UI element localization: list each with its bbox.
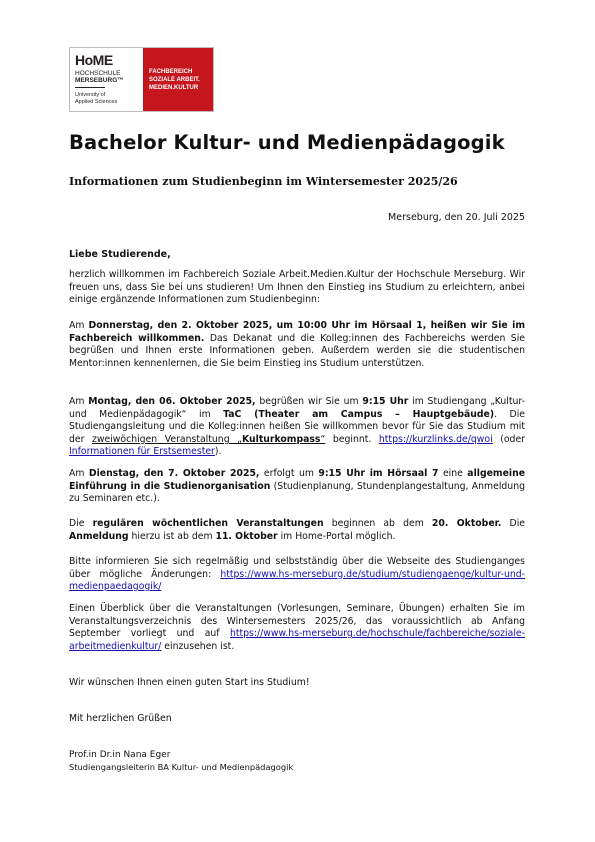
p1-text-1: Am: [69, 320, 89, 331]
p2-underline-1: zweiwöchigen Veranstaltung „: [92, 433, 242, 445]
p2-bold-location: TaC (Theater am Campus – Hauptgebäude): [223, 408, 495, 420]
p4-bold-3: Anmeldung: [69, 530, 129, 542]
p2-text-6: (oder: [492, 433, 525, 445]
p6-text-1: Einen Überblick über die Veranstaltungen (Vorlesungen, Seminare, Übungen) erhalten Sie im Veranstaltungsverzeichnis des Wintersemesters 2025/26, das voraussichtlich ab Anfang September vorliegt und auf: [69, 603, 525, 640]
p2-bold-kulturkompass: Kulturkompass: [241, 433, 321, 445]
p2-bold-date: Montag, den 06. Oktober 2025,: [88, 396, 256, 407]
p4-text-1: Die: [69, 518, 93, 529]
logo-white-panel: [70, 48, 143, 111]
logo-brand: HoME: [75, 52, 113, 68]
p3-text-1: Am: [69, 468, 89, 479]
p4-bold-4: 11. Oktober: [215, 530, 278, 542]
signature-name: Prof.in Dr.in Nana Eger: [69, 750, 171, 760]
p4-bold-2: 20. Oktober.: [431, 518, 502, 529]
p3-text-4: (Studienplanung, Stundenplangestaltung, Anmeldung zu Seminaren etc.).: [69, 480, 525, 505]
p4-text-4: hierzu ist ab dem: [128, 530, 216, 542]
logo-faculty-line3: MEDIEN.KULTUR: [149, 85, 199, 91]
p6-text-2: einzusehen ist.: [161, 640, 235, 652]
p3-text-3: eine: [438, 468, 468, 479]
fachbereich-website-link[interactable]: https://www.hs-merseburg.de/hochschule/fachbereiche/soziale-arbeitmedienkultur/: [69, 628, 525, 652]
kurzlink[interactable]: https://kurzlinks.de/qwoi: [378, 433, 493, 445]
date-line: Merseburg, den 20. Juli 2025: [388, 212, 525, 223]
document-title: Bachelor Kultur- und Medienpädagogik: [69, 131, 505, 154]
logo-univ-line2: Applied Sciences: [75, 99, 118, 105]
kulturkompass-underlined: [92, 434, 325, 445]
p2-text-5: beginnt.: [325, 433, 379, 445]
welcome-paragraph: [69, 320, 525, 370]
p5-text: Bitte informieren Sie sich regelmäßig und selbstständig über die Webseite des Studienganges über mögliche Änderungen:: [69, 556, 525, 580]
p2-bold-time: 9:15 Uhr: [362, 396, 409, 407]
p4-text-2: beginnen ab dem: [323, 518, 432, 529]
regards: Mit herzlichen Grüßen: [69, 713, 172, 724]
p2-text-4: . Die Studiengangsleitung und die Kolleg:innen heißen Sie willkommen bevor für Sie das Studium mit der: [69, 408, 526, 445]
erstsemester-info-link[interactable]: Informationen für Erstsemester: [69, 446, 215, 458]
logo-red-panel: [143, 48, 213, 111]
p3-text-2: erfolgt um: [259, 468, 319, 479]
p3-bold-date: Dienstag, den 7. Oktober 2025,: [88, 468, 260, 479]
courses-start-paragraph: [69, 518, 525, 543]
intro-text: herzlich willkommen im Fachbereich Soziale Arbeit.Medien.Kultur der Hochschule Merseburg. Wir freuen uns, dass Sie bei uns studieren! Um Ihnen den Einstieg ins Studium zu erleichtern, anbei einige ergänzende Informationen zum Studienbeginn:: [69, 269, 525, 306]
p4-bold-1: regulären wöchentlichen Veranstaltungen: [92, 518, 324, 529]
hochschule-logo: [69, 47, 214, 112]
p1-text-2: Das Dekanat und die Kolleg:innen des Fachbereichs werden Sie begrüßen und Ihnen erste Informationen geben. Außerdem werden sie die studentischen Mentor:innen kennenlernen, die Sie beim Einstieg ins Studium unterstützen.: [69, 332, 525, 369]
logo-faculty-line2: SOZIALE ARBEIT.: [149, 77, 200, 83]
intro-paragraph: [69, 269, 525, 307]
p4-text-5: im Home-Portal möglich.: [277, 530, 396, 542]
logo-faculty-line1: FACHBEREICH: [149, 69, 193, 75]
logo-univ-line1: University of: [75, 92, 106, 98]
p3-bold-topic: allgemeine Einführung in die Studienorganisation: [69, 468, 526, 492]
closing-wish: Wir wünschen Ihnen einen guten Start ins Studium!: [69, 677, 310, 688]
course-catalog-paragraph: [69, 603, 525, 653]
greeting: Liebe Studierende,: [69, 249, 171, 260]
p2-text-2: begrüßen wir Sie um: [255, 396, 363, 407]
p2-underline-2: “: [320, 433, 326, 445]
website-paragraph: [69, 556, 525, 594]
logo-divider: [75, 87, 105, 88]
p2-text-3: im Studiengang „Kultur- und Medienpädagogik“ im: [69, 396, 525, 420]
p3-bold-time: 9:15 Uhr im Hörsaal 7: [318, 468, 439, 479]
p1-bold-1: Donnerstag, den 2. Oktober 2025, um 10:00 Uhr im Hörsaal 1, heißen wir Sie im Fachbereich willkommen.: [69, 320, 526, 344]
p2-text-7: ).: [214, 446, 222, 458]
program-welcome-paragraph: [69, 396, 525, 459]
p4-text-3: Die: [501, 518, 526, 529]
logo-school-line1: HOCHSCHULE: [75, 70, 121, 77]
orientation-paragraph: [69, 468, 525, 506]
p2-text-1: Am: [69, 396, 89, 407]
document-subtitle: Informationen zum Studienbeginn im Wintersemester 2025/26: [69, 175, 458, 188]
signature-role: Studiengangsleiterin BA Kultur- und Medienpädagogik: [69, 762, 294, 772]
logo-school-line2: MERSEBURG™: [75, 77, 124, 84]
studiengang-website-link[interactable]: https://www.hs-merseburg.de/studium/studiengaenge/kultur-und-medienpaedagogik/: [69, 568, 525, 593]
